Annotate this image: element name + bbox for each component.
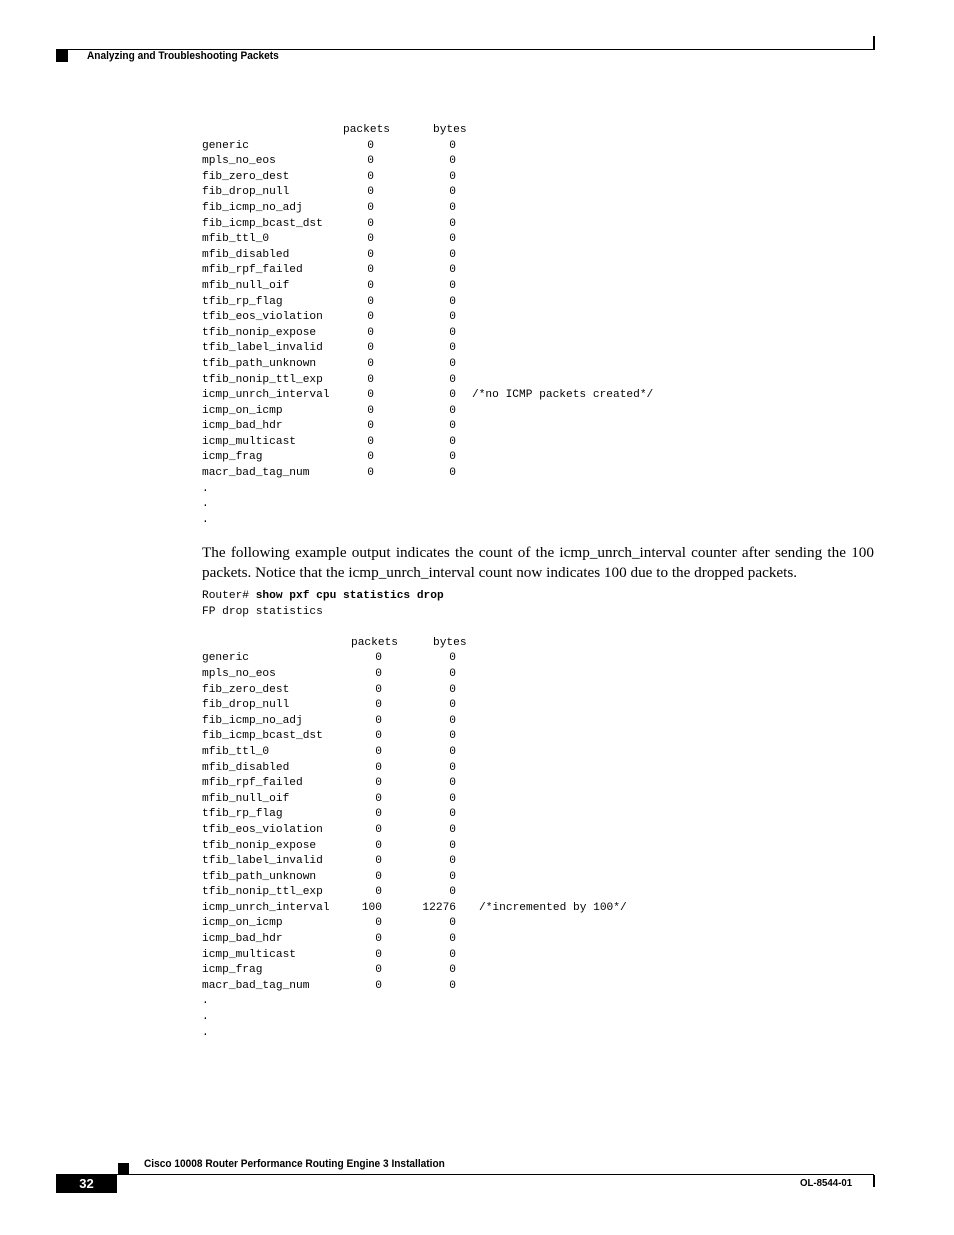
stat-row (202, 373, 456, 389)
packets-value: 0 (375, 745, 382, 758)
packets-value: 0 (375, 979, 382, 992)
bytes-value: 0 (449, 295, 456, 308)
stat-row (202, 807, 456, 823)
bytes-value: 0 (449, 373, 456, 386)
stat-row (202, 651, 456, 667)
stat-row (202, 435, 456, 451)
packets-value: 0 (367, 467, 374, 480)
cli-command: show pxf cpu statistics drop (255, 590, 444, 602)
stat-name: icmp_frag (202, 964, 263, 977)
stat-name: fib_icmp_bcast_dst (202, 217, 323, 230)
stat-name: mfib_null_oif (202, 792, 290, 805)
bytes-value: 0 (449, 435, 456, 448)
packets-value: 0 (367, 451, 374, 464)
stat-row (202, 916, 456, 932)
packets-value: 0 (375, 870, 382, 883)
bytes-value: 12276 (422, 901, 456, 914)
stat-name: fib_icmp_no_adj (202, 201, 303, 214)
bytes-column-header: bytes (433, 636, 467, 649)
stat-row (202, 729, 456, 745)
packets-column-header: packets (343, 124, 390, 136)
bytes-value: 0 (449, 451, 456, 464)
stat-row (202, 792, 456, 808)
stat-row (202, 761, 456, 777)
bytes-value: 0 (449, 745, 456, 758)
stat-row (202, 357, 456, 373)
packets-value: 0 (375, 730, 382, 743)
bytes-value: 0 (449, 357, 456, 370)
stat-name: fib_icmp_bcast_dst (202, 730, 323, 743)
stat-name: icmp_bad_hdr (202, 933, 283, 946)
packets-value: 0 (375, 917, 382, 930)
bytes-value: 0 (449, 667, 456, 680)
drop-statistics-output-after (202, 589, 627, 1041)
blank-line (202, 620, 444, 636)
stat-name: fib_drop_null (202, 699, 290, 712)
stat-name: mfib_ttl_0 (202, 233, 270, 246)
stat-name: tfib_nonip_expose (202, 839, 317, 852)
stat-name: icmp_bad_hdr (202, 420, 283, 433)
stat-name: fib_zero_dest (202, 170, 290, 183)
stat-name: fib_drop_null (202, 186, 290, 199)
ellipsis-line: . (202, 498, 209, 511)
stat-row (202, 139, 456, 155)
packets-value: 0 (375, 964, 382, 977)
stat-name: generic (202, 139, 249, 152)
bytes-value: 0 (449, 326, 456, 339)
page-number: 32 (79, 1176, 94, 1191)
bytes-value: 0 (449, 248, 456, 261)
packets-value: 0 (367, 201, 374, 214)
bytes-value: 0 (449, 186, 456, 199)
footer-rule (56, 1174, 874, 1175)
bytes-value: 0 (449, 201, 456, 214)
stat-row (202, 232, 456, 248)
packets-value: 0 (367, 155, 374, 168)
cli-prompt: Router# (202, 590, 256, 602)
bytes-value: 0 (449, 948, 456, 961)
packets-value: 0 (375, 699, 382, 712)
stat-name: icmp_on_icmp (202, 917, 283, 930)
packets-value: 0 (375, 761, 382, 774)
packets-value: 100 (361, 901, 382, 914)
stat-name: tfib_nonip_ttl_exp (202, 373, 323, 386)
packets-value: 0 (367, 435, 374, 448)
packets-value: 0 (375, 777, 382, 790)
stat-name: mpls_no_eos (202, 667, 276, 680)
bytes-value: 0 (449, 917, 456, 930)
stat-name: mfib_disabled (202, 248, 290, 261)
stat-row (202, 823, 456, 839)
stat-name: macr_bad_tag_num (202, 979, 310, 992)
packets-value: 0 (367, 404, 374, 417)
ellipsis-line: . (202, 513, 209, 526)
stat-row (202, 901, 627, 917)
stat-row (202, 854, 456, 870)
stat-row (202, 201, 456, 217)
stat-name: mfib_null_oif (202, 279, 290, 292)
bytes-value: 0 (449, 714, 456, 727)
bytes-value: 0 (449, 264, 456, 277)
stat-name: macr_bad_tag_num (202, 467, 310, 480)
bytes-value: 0 (449, 933, 456, 946)
bytes-value: 0 (449, 855, 456, 868)
stat-row (202, 698, 456, 714)
stat-row (202, 683, 456, 699)
stat-name: mfib_rpf_failed (202, 777, 303, 790)
bytes-value: 0 (449, 217, 456, 230)
packets-value: 0 (367, 311, 374, 324)
stat-row (202, 217, 456, 233)
stat-name: tfib_label_invalid (202, 855, 323, 868)
packets-value: 0 (367, 342, 374, 355)
stat-name: tfib_eos_violation (202, 311, 323, 324)
stat-name: tfib_rp_flag (202, 295, 283, 308)
row-comment: /*incremented by 100*/ (479, 901, 627, 914)
bytes-value: 0 (449, 886, 456, 899)
stat-name: tfib_label_invalid (202, 342, 323, 355)
packets-value: 0 (367, 279, 374, 292)
stat-row (202, 948, 456, 964)
stat-name: mpls_no_eos (202, 155, 276, 168)
stat-name: tfib_nonip_expose (202, 326, 317, 339)
stat-name: icmp_frag (202, 451, 263, 464)
bytes-value: 0 (449, 170, 456, 183)
bytes-value: 0 (449, 823, 456, 836)
bytes-value: 0 (449, 699, 456, 712)
packets-value: 0 (367, 248, 374, 261)
stat-name: tfib_rp_flag (202, 808, 283, 821)
drop-statistics-output-before (202, 123, 654, 528)
bytes-value: 0 (449, 870, 456, 883)
packets-value: 0 (367, 373, 374, 386)
bytes-value: 0 (449, 730, 456, 743)
ellipsis-line: . (202, 1026, 209, 1039)
stat-row (202, 776, 456, 792)
packets-value: 0 (367, 139, 374, 152)
packets-value: 0 (375, 855, 382, 868)
stat-row (202, 170, 456, 186)
stat-name: icmp_unrch_interval (202, 901, 330, 914)
stat-name: generic (202, 652, 249, 665)
column-header-row (202, 123, 467, 139)
stat-row (202, 667, 456, 683)
packets-value: 0 (375, 683, 382, 696)
packets-value: 0 (375, 714, 382, 727)
stat-row (202, 745, 456, 761)
stat-row (202, 295, 456, 311)
stat-row (202, 341, 456, 357)
bytes-value: 0 (449, 808, 456, 821)
stat-row (202, 419, 456, 435)
packets-value: 0 (375, 823, 382, 836)
packets-value: 0 (367, 264, 374, 277)
bytes-value: 0 (449, 792, 456, 805)
packets-value: 0 (367, 295, 374, 308)
stat-name: icmp_unrch_interval (202, 389, 330, 402)
bytes-value: 0 (449, 467, 456, 480)
bytes-value: 0 (449, 420, 456, 433)
document-id: OL-8544-01 (800, 1177, 853, 1189)
stat-row (202, 154, 456, 170)
stat-name: mfib_disabled (202, 761, 290, 774)
stat-row (202, 263, 456, 279)
bytes-value: 0 (449, 311, 456, 324)
stat-name: tfib_path_unknown (202, 870, 317, 883)
bytes-value: 0 (449, 342, 456, 355)
stat-row (202, 839, 456, 855)
packets-value: 0 (375, 839, 382, 852)
explanation-paragraph: The following example output indicates the count of the icmp_unrch_interval counter after sending the 100 packets. Notice that the icmp_unrch_interval count now indicates 100 due to the dropped packets. (202, 544, 874, 581)
stat-row (202, 326, 456, 342)
packets-value: 0 (367, 389, 374, 402)
packets-value: 0 (375, 667, 382, 680)
bytes-value: 0 (449, 389, 456, 402)
header-tick-mark (873, 36, 875, 50)
bytes-value: 0 (449, 279, 456, 292)
packets-value: 0 (375, 886, 382, 899)
stat-name: icmp_on_icmp (202, 404, 283, 417)
packets-value: 0 (367, 217, 374, 230)
stat-name: mfib_rpf_failed (202, 264, 303, 277)
bytes-value: 0 (449, 155, 456, 168)
output-subtitle: FP drop statistics (202, 605, 323, 618)
bytes-value: 0 (449, 139, 456, 152)
bytes-value: 0 (449, 839, 456, 852)
stat-row (202, 932, 456, 948)
stat-row (202, 279, 456, 295)
packets-value: 0 (367, 357, 374, 370)
column-header-row (202, 636, 467, 652)
stat-row (202, 885, 456, 901)
packets-column-header: packets (351, 636, 398, 649)
command-line (202, 589, 444, 605)
bytes-value: 0 (449, 404, 456, 417)
stat-row (202, 388, 654, 404)
stat-name: fib_icmp_no_adj (202, 714, 303, 727)
header-square-marker (56, 50, 68, 62)
bytes-value: 0 (449, 979, 456, 992)
stat-name: tfib_path_unknown (202, 357, 317, 370)
bytes-value: 0 (449, 964, 456, 977)
stat-name: tfib_nonip_ttl_exp (202, 886, 323, 899)
footer-square-marker (118, 1163, 129, 1174)
packets-value: 0 (367, 170, 374, 183)
packets-value: 0 (375, 808, 382, 821)
packets-value: 0 (375, 933, 382, 946)
bytes-value: 0 (449, 233, 456, 246)
ellipsis-line: . (202, 1011, 209, 1024)
stat-row (202, 870, 456, 886)
row-comment: /*no ICMP packets created*/ (472, 389, 654, 402)
bytes-value: 0 (449, 777, 456, 790)
packets-value: 0 (367, 233, 374, 246)
stat-name: mfib_ttl_0 (202, 745, 270, 758)
bytes-value: 0 (449, 761, 456, 774)
packets-value: 0 (375, 792, 382, 805)
stat-row (202, 310, 456, 326)
footer-document-title: Cisco 10008 Router Performance Routing Engine 3 Installation (144, 1158, 445, 1170)
stat-name: fib_zero_dest (202, 683, 290, 696)
stat-name: icmp_multicast (202, 435, 296, 448)
ellipsis-line: . (202, 482, 209, 495)
packets-value: 0 (375, 652, 382, 665)
packets-value: 0 (367, 420, 374, 433)
stat-name: tfib_eos_violation (202, 823, 323, 836)
stat-name: icmp_multicast (202, 948, 296, 961)
stat-row (202, 185, 456, 201)
packets-value: 0 (367, 326, 374, 339)
stat-row (202, 466, 456, 482)
stat-row (202, 963, 456, 979)
stat-row (202, 979, 456, 995)
packets-value: 0 (367, 186, 374, 199)
bytes-value: 0 (449, 652, 456, 665)
stat-row (202, 450, 456, 466)
footer-tick-mark (873, 1175, 875, 1187)
stat-row (202, 404, 456, 420)
header-section-title: Analyzing and Troubleshooting Packets (87, 50, 279, 62)
stat-row (202, 248, 456, 264)
ellipsis-line: . (202, 995, 209, 1008)
packets-value: 0 (375, 948, 382, 961)
bytes-column-header: bytes (433, 124, 467, 136)
stat-row (202, 714, 456, 730)
bytes-value: 0 (449, 683, 456, 696)
